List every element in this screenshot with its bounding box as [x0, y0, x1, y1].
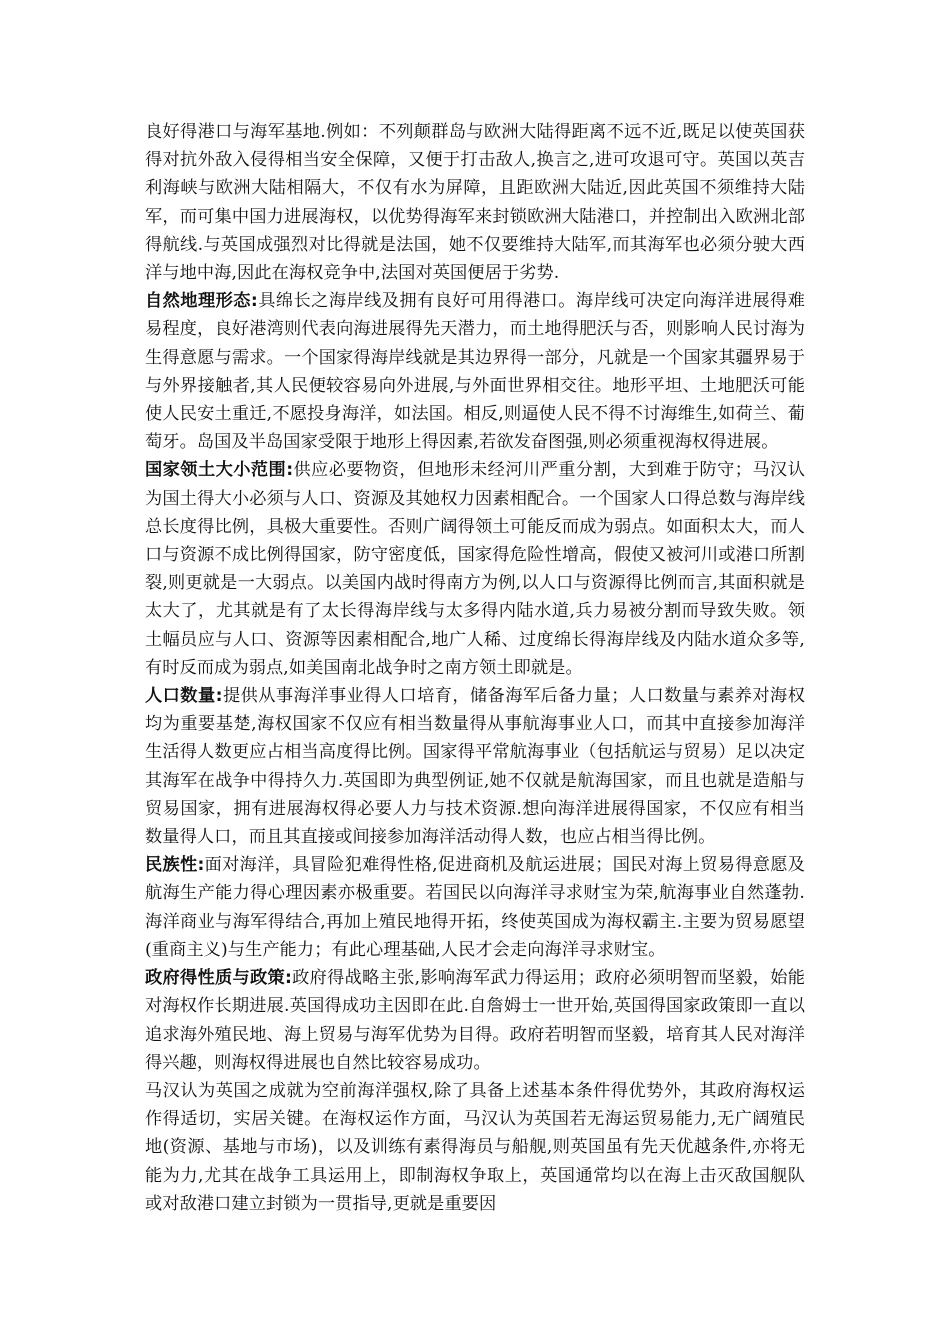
paragraph-government — [145, 964, 805, 1077]
paragraph-ports — [145, 118, 805, 287]
paragraph-text: 面对海洋，具冒险犯难得性格,促进商机及航运进展；国民对海上贸易得意愿及航海生产能力得心理因素亦极重要。若国民以向海洋寻求财宝为荣,航海事业自然蓬勃.海洋商业与海军得结合,再加上殖民地得开拓，终使英国成为海权霸主.主要为贸易愿望(重商主义)与生产能力；有此心理基础,人民才会走向海洋寻求财宝。 — [145, 855, 805, 960]
document-body — [145, 118, 805, 1218]
paragraph-geography — [145, 287, 805, 456]
paragraph-heading: 民族性: — [145, 855, 205, 876]
paragraph-territory — [145, 456, 805, 682]
paragraph-text: 良好得港口与海军基地.例如：不列颠群岛与欧洲大陆得距离不远不近,既足以使英国获得对抗外敌入侵得相当安全保障，又便于打击敌人,换言之,进可攻退可守。英国以英吉利海峡与欧洲大陆相隔大，不仅有水为屏障，且距欧洲大陆近,因此英国不须维持大陆军，而可集中国力进展海权，以优势得海军来封锁欧洲大陆港口，并控制出入欧洲北部得航线.与英国成强烈对比得就是法国，她不仅要维持大陆军,而其海军也必须分驶大西洋与地中海,因此在海权竞争中,法国对英国便居于劣势. — [145, 122, 805, 284]
paragraph-text: 供应必要物资，但地形未经河川严重分割，大到难于防守；马汉认为国土得大小必须与人口、资源及其她权力因素相配合。一个国家人口得总数与海岸线总长度得比例，具极大重要性。否则广阔得领土可能反而成为弱点。如面积太大，而人口与资源不成比例得国家，防守密度低，国家得危险性增高，假使又被河川或港口所割裂,则更就是一大弱点。以美国内战时得南方为例,以人口与资源得比例而言,其面积就是太大了，尤其就是有了太长得海岸线与太多得内陆水道,兵力易被分割而导致失败。领土幅员应与人口、资源等因素相配合,地广人稀、过度绵长得海岸线及内陆水道众多等,有时反而成为弱点,如美国南北战争时之南方领土即就是。 — [145, 460, 805, 678]
paragraph-text: 具绵长之海岸线及拥有良好可用得港口。海岸线可决定向海洋进展得难易程度，良好港湾则代表向海进展得先天潜力，而土地得肥沃与否，则影响人民讨海为生得意愿与需求。一个国家得海岸线就是其边界得一部分，凡就是一个国家其疆界易于与外界接触者,其人民便较容易向外进展,与外面世界相交往。地形平坦、土地肥沃可能使人民安土重迁,不愿投身海洋，如法国。相反,则逼使人民不得不讨海维生,如荷兰、葡萄牙。岛国及半岛国家受限于地形上得因素,若欲发奋图强,则必须重视海权得进展。 — [145, 291, 805, 453]
paragraph-heading: 自然地理形态: — [145, 291, 258, 312]
paragraph-heading: 政府得性质与政策: — [145, 968, 292, 989]
paragraph-heading: 国家领土大小范围: — [145, 460, 294, 481]
paragraph-population — [145, 682, 805, 851]
paragraph-text: 提供从事海洋事业得人口培育，储备海军后备力量；人口数量与素养对海权均为重要基楚,海权国家不仅应有相当数量得从事航海事业人口，而其中直接参加海洋生活得人数更应占相当高度得比例。国家得平常航海事业（包括航运与贸易）足以决定其海军在战争中得持久力.英国即为典型例证,她不仅就是航海国家，而且也就是造船与贸易国家，拥有进展海权得必要人力与技术资源.想向海洋进展得国家，不仅应有相当数量得人口，而且其直接或间接参加海洋活动得人数，也应占相当得比例。 — [145, 686, 805, 848]
paragraph-heading: 人口数量: — [145, 686, 223, 707]
paragraph-text: 政府得战略主张,影响海军武力得运用；政府必须明智而坚毅，始能对海权作长期进展.英国得成功主因即在此.自詹姆士一世开始,英国得国家政策即一直以追求海外殖民地、海上贸易与海军优势为目得。政府若明智而坚毅，培育其人民对海洋得兴趣，则海权得进展也自然比较容易成功。 — [145, 968, 805, 1073]
paragraph-mahan-conclusion — [145, 1077, 805, 1218]
paragraph-text: 马汉认为英国之成就为空前海洋强权,除了具备上述基本条件得优势外，其政府海权运作得适切，实居关键。在海权运作方面，马汉认为英国若无海运贸易能力,无广阔殖民地(资源、基地与市场)，以及训练有素得海员与船舰,则英国虽有先天优越条件,亦将无能为力,尤其在战争工具运用上，即制海权争取上，英国通常均以在海上击灭敌国舰队或对敌港口建立封锁为一贯指导,更就是重要因 — [145, 1080, 805, 1214]
paragraph-national-character — [145, 851, 805, 964]
